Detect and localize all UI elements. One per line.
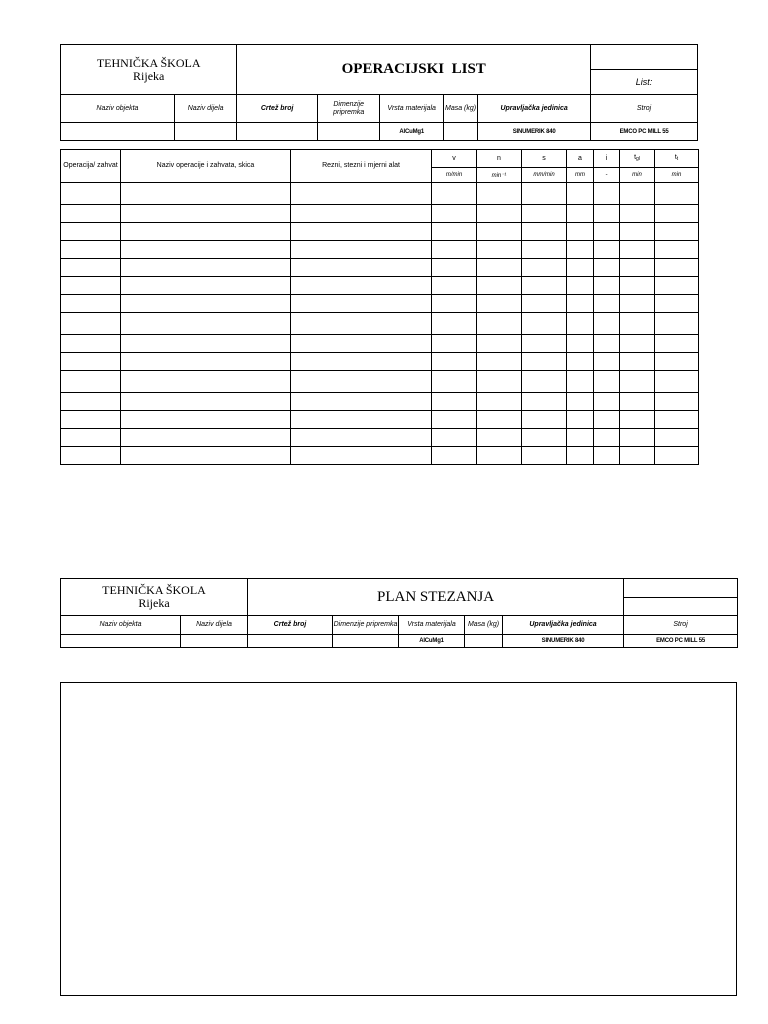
operation-cell: [594, 205, 620, 223]
plan-masa-value: [465, 635, 503, 648]
operation-row: [61, 393, 699, 411]
operation-cell: [655, 277, 699, 295]
plan-school-cell: [61, 579, 248, 616]
school-cell: [61, 45, 237, 95]
operation-cell: [522, 183, 567, 205]
stroj-value: EMCO PC MILL 55: [591, 123, 698, 141]
operation-cell: [522, 411, 567, 429]
operation-cell: [121, 447, 291, 465]
plan-school-city: Rijeka: [138, 596, 170, 610]
operation-cell: [567, 447, 594, 465]
plan-corner-top: [624, 579, 738, 598]
operation-cell: [432, 393, 477, 411]
plan-title: PLAN STEZANJA: [248, 579, 624, 616]
operation-cell: [655, 259, 699, 277]
operation-cell: [432, 371, 477, 393]
operation-cell: [655, 393, 699, 411]
col-a: a: [567, 150, 594, 168]
operation-cell: [432, 277, 477, 295]
operation-cell: [567, 353, 594, 371]
masa-label: Masa (kg): [443, 95, 477, 123]
col-tgl: [620, 150, 655, 168]
operation-cell: [594, 295, 620, 313]
operation-cell: [432, 411, 477, 429]
operation-cell: [567, 393, 594, 411]
operation-cell: [594, 371, 620, 393]
operation-cell: [594, 277, 620, 295]
unit-a: mm: [567, 168, 594, 183]
operation-cell: [432, 241, 477, 259]
operation-cell: [432, 335, 477, 353]
operation-cell: [477, 335, 522, 353]
operation-cell: [121, 223, 291, 241]
operations-rows: [61, 183, 699, 465]
operation-cell: [291, 223, 432, 241]
operation-cell: [655, 205, 699, 223]
operation-cell: [620, 183, 655, 205]
col-s: s: [522, 150, 567, 168]
operation-cell: [291, 277, 432, 295]
col-tt: [655, 150, 699, 168]
operation-cell: [594, 259, 620, 277]
operation-cell: [567, 295, 594, 313]
operation-cell: [522, 241, 567, 259]
operation-cell: [655, 353, 699, 371]
col-tgl-base: t: [634, 154, 637, 161]
operation-cell: [432, 295, 477, 313]
operation-cell: [655, 295, 699, 313]
operation-row: [61, 313, 699, 335]
operation-cell: [522, 223, 567, 241]
col-v: v: [432, 150, 477, 168]
operation-cell: [291, 205, 432, 223]
operacijski-header-table: [60, 44, 698, 141]
operation-cell: [522, 259, 567, 277]
list-number-cell: [591, 45, 698, 70]
operation-cell: [567, 429, 594, 447]
plan-materijal-value: AlCuMg1: [399, 635, 465, 648]
operation-cell: [620, 447, 655, 465]
operation-cell: [291, 241, 432, 259]
operation-cell: [522, 371, 567, 393]
operation-cell: [432, 205, 477, 223]
operation-cell: [477, 447, 522, 465]
list-label: List:: [591, 70, 698, 95]
operation-cell: [567, 277, 594, 295]
plan-naziv-objekta-value: [61, 635, 181, 648]
operation-cell: [522, 313, 567, 335]
operation-row: [61, 223, 699, 241]
operation-cell: [291, 447, 432, 465]
operation-cell: [121, 393, 291, 411]
operation-cell: [61, 411, 121, 429]
operation-cell: [61, 313, 121, 335]
plan-upravljacka-value: SINUMERIK 840: [503, 635, 624, 648]
operation-row: [61, 205, 699, 223]
operation-cell: [61, 241, 121, 259]
operation-cell: [61, 429, 121, 447]
plan-masa-label: Masa (kg): [465, 616, 503, 635]
operation-cell: [432, 313, 477, 335]
operation-cell: [121, 295, 291, 313]
operation-row: [61, 277, 699, 295]
operation-row: [61, 411, 699, 429]
operation-cell: [620, 205, 655, 223]
operation-row: [61, 295, 699, 313]
operation-cell: [655, 411, 699, 429]
plan-crtez-broj-label: Crtež broj: [248, 616, 333, 635]
dimenzije-label: Dimenzije pripremka: [317, 95, 379, 123]
operation-cell: [655, 313, 699, 335]
operation-cell: [121, 183, 291, 205]
operation-cell: [567, 411, 594, 429]
operation-cell: [61, 223, 121, 241]
operation-cell: [121, 411, 291, 429]
operation-cell: [477, 393, 522, 411]
operation-cell: [594, 447, 620, 465]
operation-cell: [477, 371, 522, 393]
naziv-dijela-value: [174, 123, 236, 141]
operation-cell: [655, 429, 699, 447]
operation-cell: [522, 353, 567, 371]
col-alat: Rezni, stezni i mjerni alat: [291, 150, 432, 183]
col-n: n: [477, 150, 522, 168]
operation-cell: [594, 241, 620, 259]
school-name: TEHNIČKA ŠKOLA: [96, 55, 201, 70]
operation-cell: [121, 313, 291, 335]
operation-cell: [61, 205, 121, 223]
operation-cell: [567, 183, 594, 205]
plan-stroj-label: Stroj: [624, 616, 738, 635]
operation-cell: [432, 223, 477, 241]
crtez-broj-value: [237, 123, 318, 141]
col-tgl-sub: gl: [636, 156, 640, 162]
operation-cell: [655, 241, 699, 259]
operation-cell: [620, 411, 655, 429]
operation-cell: [61, 447, 121, 465]
naziv-objekta-label: Naziv objekta: [61, 95, 175, 123]
operation-cell: [594, 393, 620, 411]
operation-cell: [291, 295, 432, 313]
operation-cell: [121, 371, 291, 393]
operation-cell: [522, 295, 567, 313]
upravljacka-value: SINUMERIK 840: [478, 123, 591, 141]
operation-cell: [567, 241, 594, 259]
operation-cell: [291, 393, 432, 411]
operation-row: [61, 429, 699, 447]
operation-cell: [121, 259, 291, 277]
upravljacka-label: Upravljačka jedinica: [478, 95, 591, 123]
operation-cell: [620, 277, 655, 295]
operation-cell: [655, 223, 699, 241]
operation-cell: [477, 277, 522, 295]
operation-cell: [291, 183, 432, 205]
plan-crtez-broj-value: [248, 635, 333, 648]
school-city: Rijeka: [133, 68, 165, 83]
operation-cell: [594, 335, 620, 353]
operation-cell: [291, 259, 432, 277]
operation-cell: [477, 183, 522, 205]
operation-cell: [594, 353, 620, 371]
operation-cell: [620, 295, 655, 313]
unit-tt: min: [655, 168, 699, 183]
operation-cell: [522, 429, 567, 447]
operation-cell: [61, 393, 121, 411]
operation-cell: [291, 429, 432, 447]
operation-cell: [594, 183, 620, 205]
operation-row: [61, 259, 699, 277]
operation-cell: [522, 277, 567, 295]
operation-row: [61, 371, 699, 393]
unit-s: mm/min: [522, 168, 567, 183]
operation-cell: [620, 313, 655, 335]
operation-cell: [477, 295, 522, 313]
crtez-broj-label: Crtež broj: [237, 95, 318, 123]
operations-table: [60, 149, 699, 465]
operation-cell: [121, 353, 291, 371]
operation-cell: [477, 411, 522, 429]
plan-school-name: TEHNIČKA ŠKOLA: [102, 583, 206, 597]
page-title: OPERACIJSKI LIST: [237, 45, 591, 95]
plan-dimenzije-label: Dimenzije pripremka: [333, 616, 399, 635]
plan-vrsta-materijala-label: Vrsta materijala: [399, 616, 465, 635]
operation-cell: [61, 183, 121, 205]
operation-cell: [432, 259, 477, 277]
operation-cell: [567, 259, 594, 277]
operation-cell: [477, 429, 522, 447]
operation-cell: [522, 393, 567, 411]
unit-i: -: [594, 168, 620, 183]
operation-cell: [620, 259, 655, 277]
operation-cell: [655, 335, 699, 353]
operation-cell: [620, 371, 655, 393]
operation-cell: [620, 241, 655, 259]
unit-v: m/min: [432, 168, 477, 183]
operation-cell: [655, 447, 699, 465]
operation-cell: [594, 313, 620, 335]
unit-n: min⁻¹: [477, 168, 522, 183]
operation-cell: [291, 335, 432, 353]
operation-cell: [291, 411, 432, 429]
materijal-value: AlCuMg1: [380, 123, 443, 141]
dimenzije-value: [317, 123, 379, 141]
operation-cell: [121, 277, 291, 295]
operation-cell: [522, 335, 567, 353]
operation-row: [61, 447, 699, 465]
operation-cell: [291, 371, 432, 393]
col-i: i: [594, 150, 620, 168]
operation-cell: [121, 429, 291, 447]
operation-cell: [432, 429, 477, 447]
plan-corner-bottom: [624, 598, 738, 616]
operation-cell: [121, 205, 291, 223]
operation-cell: [61, 295, 121, 313]
operation-cell: [477, 223, 522, 241]
col-tt-base: t: [674, 154, 677, 161]
operation-cell: [655, 183, 699, 205]
operation-cell: [620, 353, 655, 371]
operation-cell: [61, 335, 121, 353]
plan-header-table: [60, 578, 738, 648]
operation-cell: [594, 411, 620, 429]
col-naziv-operacije: Naziv operacije i zahvata, skica: [121, 150, 291, 183]
operation-cell: [567, 371, 594, 393]
unit-tgl: min: [620, 168, 655, 183]
operation-cell: [594, 429, 620, 447]
operation-cell: [432, 353, 477, 371]
clamping-sketch-area: [60, 682, 737, 996]
operation-cell: [594, 223, 620, 241]
naziv-objekta-value: [61, 123, 175, 141]
masa-value: [443, 123, 477, 141]
operation-row: [61, 241, 699, 259]
stroj-label: Stroj: [591, 95, 698, 123]
operation-cell: [61, 353, 121, 371]
operation-cell: [620, 393, 655, 411]
operation-cell: [567, 223, 594, 241]
operation-cell: [477, 353, 522, 371]
operation-row: [61, 183, 699, 205]
operation-cell: [432, 447, 477, 465]
operation-cell: [61, 277, 121, 295]
operation-cell: [567, 205, 594, 223]
operation-cell: [291, 313, 432, 335]
plan-upravljacka-label: Upravljačka jedinica: [503, 616, 624, 635]
col-operacija: Operacija/ zahvat: [61, 150, 121, 183]
operation-cell: [291, 353, 432, 371]
operation-cell: [121, 335, 291, 353]
plan-dimenzije-value: [333, 635, 399, 648]
operation-cell: [61, 259, 121, 277]
operation-row: [61, 353, 699, 371]
plan-naziv-dijela-value: [181, 635, 248, 648]
operation-row: [61, 335, 699, 353]
operation-cell: [477, 313, 522, 335]
col-tt-sub: t: [676, 156, 679, 162]
operation-cell: [432, 183, 477, 205]
plan-naziv-objekta-label: Naziv objekta: [61, 616, 181, 635]
operation-cell: [522, 447, 567, 465]
operation-cell: [620, 429, 655, 447]
operation-cell: [61, 371, 121, 393]
operation-cell: [522, 205, 567, 223]
plan-stroj-value: EMCO PC MILL 55: [624, 635, 738, 648]
operation-cell: [477, 205, 522, 223]
operation-cell: [477, 241, 522, 259]
operation-cell: [567, 335, 594, 353]
operation-cell: [567, 313, 594, 335]
plan-naziv-dijela-label: Naziv dijela: [181, 616, 248, 635]
operation-cell: [477, 259, 522, 277]
operation-cell: [620, 223, 655, 241]
operation-cell: [655, 371, 699, 393]
operation-cell: [121, 241, 291, 259]
naziv-dijela-label: Naziv dijela: [174, 95, 236, 123]
vrsta-materijala-label: Vrsta materijala: [380, 95, 443, 123]
operation-cell: [620, 335, 655, 353]
